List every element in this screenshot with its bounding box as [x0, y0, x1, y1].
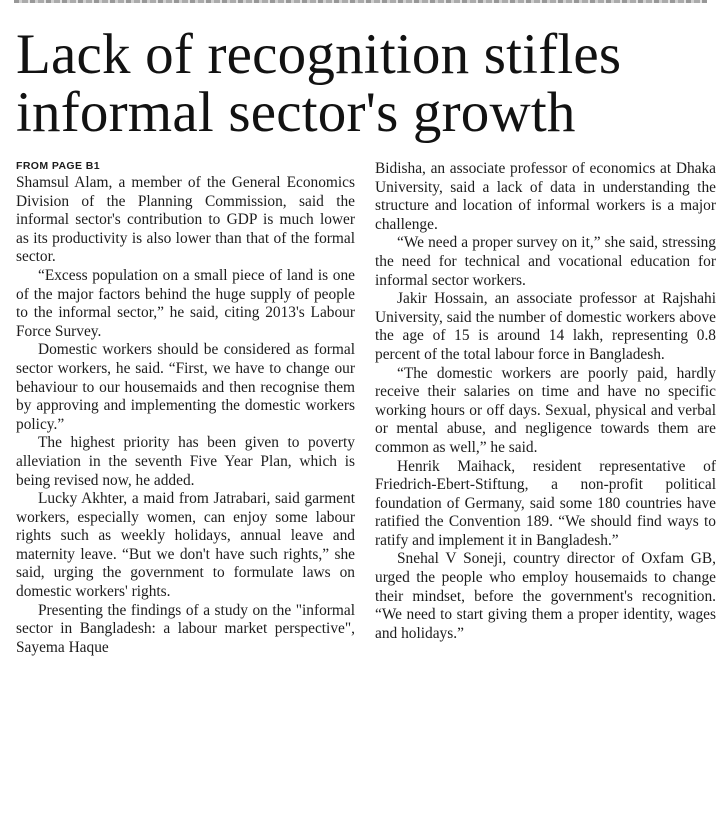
paragraph: Jakir Hossain, an associate professor at Rajshahi University, said the number of domestic workers above the age of 15 is around 14 lakh, representing 0.8 percent of the total labour force in Bangladesh. [375, 290, 716, 363]
paragraph: Domestic workers should be considered as formal sector workers, he said. “First, we have to change our behaviour to our housemaids and then recognise them by approving and implementing the domestic workers policy.” [16, 341, 355, 433]
paragraph: Presenting the findings of a study on the "informal sector in Bangladesh: a labour market perspective", Sayema Haque [16, 601, 355, 656]
paragraph: Snehal V Soneji, country director of Oxfam GB, urged the people who employ housemaids to change their mindset, before the government's recognition. “We need to start giving them a proper identity, wages and holidays.” [375, 550, 716, 642]
headline: Lack of recognition stifles informal sector's growth [16, 23, 622, 144]
paragraph: The highest priority has been given to poverty alleviation in the seventh Five Year Plan, which is being revised now, he added. [16, 434, 355, 489]
article-column-left [16, 160, 355, 657]
paragraph: Bidisha, an associate professor of economics at Dhaka University, said a lack of data in understanding the structure and location of informal workers is a major challenge. [375, 160, 716, 233]
continuation-kicker: FROM PAGE B1 [16, 160, 100, 172]
cropped-previous-line [0, 0, 727, 9]
article-column-right [375, 160, 716, 643]
paragraph: Henrik Maihack, resident representative of Friedrich-Ebert-Stiftung, a non-profit political foundation of Germany, said some 180 countries have ratified the Convention 189. “We should find ways to ratify and implement it in Bangladesh.” [375, 457, 716, 549]
paragraph: “Excess population on a small piece of land is one of the major factors behind the huge supply of people to the informal sector,” he said, citing 2013's Labour Force Survey. [16, 266, 355, 340]
paragraph: “We need a proper survey on it,” she said, stressing the need for technical and vocational education for informal sector workers. [375, 234, 716, 289]
paragraph: “The domestic workers are poorly paid, hardly receive their salaries on time and have no specific working hours or off days. Sexual, physical and verbal or mental abuse, and negligence towards them are common as well,” he said. [375, 364, 716, 456]
paragraph: Shamsul Alam, a member of the General Economics Division of the Planning Commission, said the informal sector's contribution to GDP is much lower as its productivity is also lower than that of the formal sector. [16, 174, 355, 266]
column-gutter [365, 160, 366, 830]
paragraph: Lucky Akhter, a maid from Jatrabari, said garment workers, especially women, can enjoy some labour rights such as weekly holidays, annual leave and maternity leave. “But we don't have such rights,” she said, urging the government to formulate laws on domestic workers' rights. [16, 490, 355, 601]
